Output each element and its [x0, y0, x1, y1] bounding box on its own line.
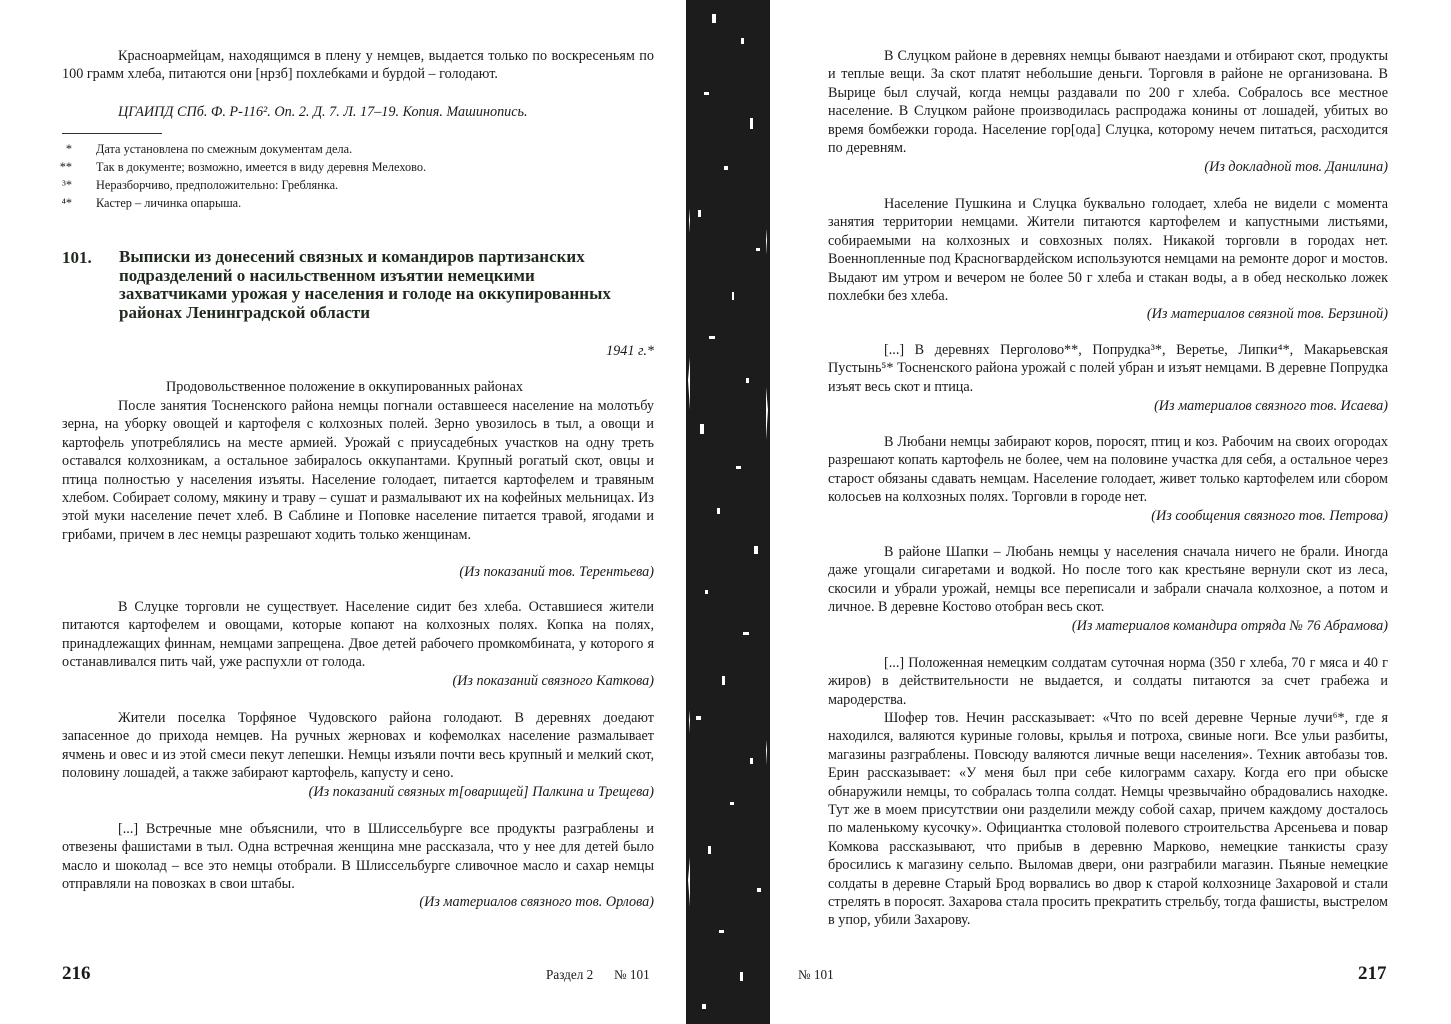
footnote: ** Так в документе; возможно, имеется в виду деревня Мелехово. — [59, 160, 427, 174]
document-date: 1941 г.* — [606, 343, 654, 359]
paragraph-source: (Из материалов связного тов. Исаева) — [1154, 398, 1388, 414]
footnote-divider — [62, 133, 162, 134]
binding-shadow — [686, 0, 770, 1024]
footnote: * Дата установлена по смежным документам дела. — [65, 142, 353, 156]
paragraph-source: (Из сообщения связного тов. Петрова) — [1151, 508, 1388, 524]
running-head-section: Раздел 2 — [546, 967, 594, 982]
footnote: ⁴* Кастер – личинка опарыша. — [61, 196, 242, 210]
paragraph: [...] Положенная немецким солдатам суточная норма (350 г хлеба, 70 г мяса и 40 г жиров) в действительности не выдается, и солдаты питаются за счет грабежа и мародерства. — [828, 655, 1388, 708]
right-page — [770, 0, 1451, 1024]
intro-text: Красноармейцам, находящимся в плену у немцев, выдается только по воскресеньям по 100 грамм хлеба, питаются они [нрзб] похлебками и бурдой – голодают. — [62, 48, 654, 83]
paragraph-source: (Из материалов связного тов. Орлова) — [419, 894, 654, 910]
paragraph: После занятия Тосненского района немцы погнали оставшееся население на молотьбу зерна, на уборку овощей и картофеля с колхозных полей. Зерно увозилось в тыл, а овощи и картофель употреблялись на месте армией. Урожай с приусадебных участков на одну треть оставался колхозникам, а остальное забиралось оккупантами. Крупный рогатый скот, овцы и птица полностью у населения изъяты. Население голодает, питается картофелем и травяным хлебом. Собирает солому, мякину и траву – сушат и размалывают их на кофейных мельницах. Из этой муки население печет хлеб. В Саблине и Поповке население питается травой, ягодами и грибами, причем в лес немцы разрешают ходить только женщинам. — [62, 398, 654, 543]
paragraph-source: (Из материалов связной тов. Берзиной) — [1146, 306, 1388, 322]
paragraph: В Слуцком районе в деревнях немцы бывают наездами и отбирают скот, продукты и теплые вещи. За скот платят небольшие деньги. Торговля в районе не организована. В Вырице был случай, когда немцы раздавали по 200 г хлеба. Собралось все местное население. В Слуцком районе производилась распродажа конины от лошадей, убитых во время бомбежки города. Население гор[ода] Слуцка, которому нечем питаться, расходится по деревням. — [828, 48, 1388, 157]
running-head-doc: № 101 — [614, 967, 650, 982]
paragraph: [...] В деревнях Перголово**, Попрудка³*, Веретье, Липки⁴*, Макарьевская Пустынь⁵* Тосненского района урожай с полей убран и изъят немцами. В деревне Попрудка изъят весь скот и птица. — [828, 342, 1388, 395]
paragraph-source: (Из показаний связных т[оварищей] Палкина и Трещева) — [308, 784, 654, 800]
paragraph: [...] Встречные мне объяснили, что в Шлиссельбурге все продукты разграблены и отвезены фашистами в тыл. Одна встречная женщина мне рассказала, что у нее для детей было масло и шоколад – все это немцы отобрали. В Шлиссельбурге сливочное масло и сахар немцы отправляли на повозках в свои штабы. — [62, 821, 654, 893]
paragraph: В Любани немцы забирают коров, поросят, птиц и коз. Рабочим на своих огородах разрешают копать картофель не более, чем на половине участка для себя, а остальное через старост обязаны сдавать немцам. Население голодает, живет только картофелем или сбором колосьев на колхозных полях. Торговли в городе нет. — [828, 434, 1388, 506]
paragraph: В районе Шапки – Любань немцы у населения сначала ничего не брали. Иногда даже угощали сигаретами и водкой. Но после того как крестьяне вернули скот из леса, скосили и убрали урожай, немцы все переписали и забрали сначала колхозное, а потом и личное. В деревне Костово отобран весь скот. — [828, 544, 1388, 616]
section-heading: Продовольственное положение в оккупированных районах — [166, 379, 523, 395]
left-page — [0, 0, 686, 1024]
paragraph: Население Пушкина и Слуцка буквально голодает, хлеба не видели с момента занятия территории немцами. Жители питаются картофелем и капустными листьями, собираемыми на колхозных и совхозных полях. Никакой торговли в городах нет. Военнопленные под Красногвардейском используются немцами на ремонте дорог и мостов. Выдают им утром и вечером не более 50 г хлеба и стакан воды, а в обед несколько ложек похлебки без хлеба. — [828, 196, 1388, 305]
paragraph-source: (Из докладной тов. Данилина) — [1204, 159, 1388, 175]
paragraph: Жители поселка Торфяное Чудовского района голодают. В деревнях доедают запасенное до прихода немцев. На ручных жерновах и кофемолках население размалывает ячмень и овес и из этой смеси пекут лепешки. Немцы изъяли почти весь крупный и мелкий скот, половину лошадей, а также забирают картофель, капусту и сено. — [62, 710, 654, 782]
paragraph: Шофер тов. Нечин рассказывает: «Что по всей деревне Черные лучи⁶*, где я находился, валяются куриные головы, крылья и потроха, свиные ноги. Все ульи разбиты, магазины разграблены. Повсюду валяются личные вещи населения». Техник автобазы тов. Ерин рассказывает: «У меня был при себе килограмм сахару. Когда его при обыске обнаружили немцы, то собралась толпа солдат. Немцы чрезвычайно обрадовались находке. Тут же в моем присутствии они разделили между собой сахар, причем каждому досталось по маленькому кусочку». Официантка столовой полевого строительства Арсеньева и повар Комкова рассказывают, что прибыв в деревню Марково, немецкие танкисты сразу бросились к магазину сельпо. Выломав двери, они разграбили магазин. Пьяные немецкие солдаты в деревне Старый Брод ворвались во двор к старой колхознице Захаровой и стали стрелять в поросят. Захарова стала просить прекратить стрельбу, тогда фашисты, выстрелом в упор, убили Захарову. — [828, 710, 1388, 929]
page-number: 217 — [1358, 963, 1387, 984]
running-head-doc: № 101 — [798, 967, 834, 982]
paragraph-source: (Из материалов командира отряда № 76 Абрамова) — [1071, 618, 1388, 634]
page-number: 216 — [62, 963, 91, 984]
document-title: Выписки из донесений связных и командиров партизанских подразделений о насильственном изъятии немецкими захватчиками урожая у населения и голоде на оккупированных районах Ленинградской области — [119, 247, 611, 322]
paragraph-source: (Из показаний связного Каткова) — [452, 673, 654, 689]
footnote: ³* Неразборчиво, предположительно: Греблянка. — [62, 178, 339, 192]
archive-reference: ЦГАИПД СПб. Ф. Р-116². Оп. 2. Д. 7. Л. 17–19. Копия. Машинопись. — [118, 104, 528, 120]
paragraph-source: (Из показаний тов. Терентьева) — [459, 564, 654, 580]
paragraph: В Слуцке торговли не существует. Население сидит без хлеба. Оставшиеся жители питаются картофелем и овощами, которые копают на колхозных полях. Копка на полях, принадлежащих финнам, немцами запрещена. Двое детей рабочего промкомбината, у которого я останавливался пить чай, уже распухли от голода. — [62, 599, 654, 671]
document-number: 101. — [62, 248, 92, 267]
